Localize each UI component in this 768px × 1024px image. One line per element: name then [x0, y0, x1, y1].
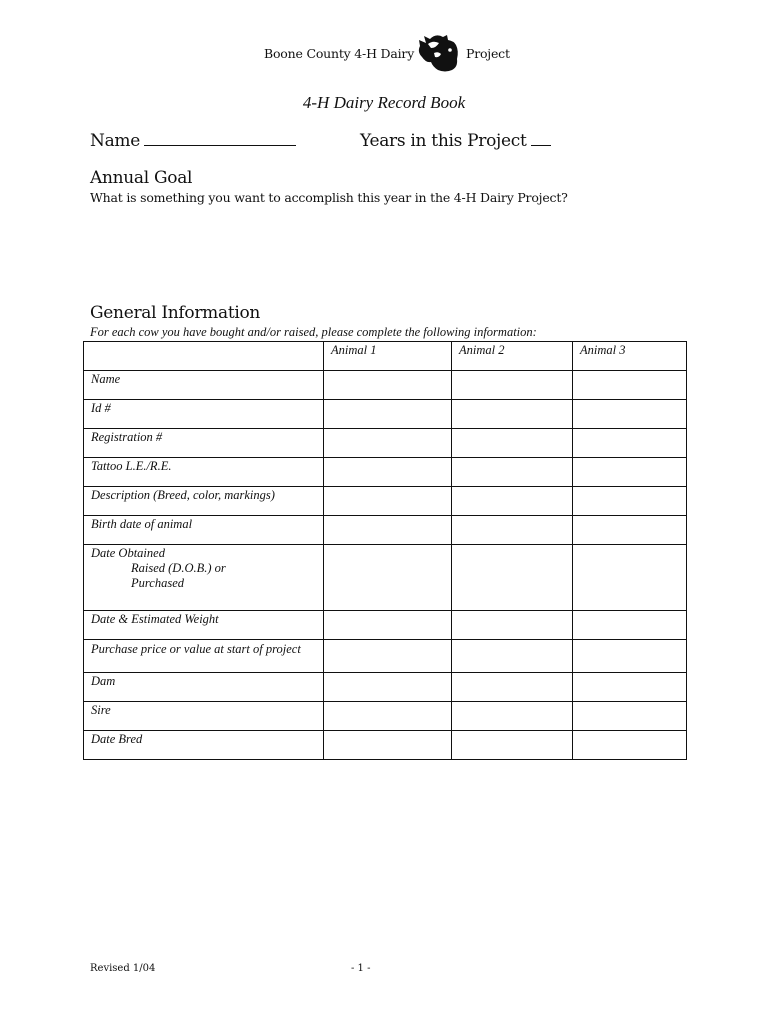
purchased-option-label: Purchased: [131, 576, 184, 590]
row-label-purchase-price: Purchase price or value at start of project: [84, 640, 324, 673]
cell-animal-3[interactable]: [573, 400, 687, 429]
cell-animal-2[interactable]: [452, 611, 573, 640]
row-label-sire: Sire: [84, 702, 324, 731]
cell-animal-3[interactable]: [573, 611, 687, 640]
row-label-weight: Date & Estimated Weight: [84, 611, 324, 640]
cell-animal-1[interactable]: [324, 487, 452, 516]
table-row: [84, 640, 687, 673]
cell-animal-3[interactable]: [573, 429, 687, 458]
row-label-name: Name: [84, 371, 324, 400]
table-row: [84, 673, 687, 702]
header-project: Project: [466, 46, 510, 61]
table-row: [84, 429, 687, 458]
row-label-dam: Dam: [84, 673, 324, 702]
cell-animal-3[interactable]: [573, 487, 687, 516]
cell-animal-1[interactable]: [324, 545, 452, 611]
cell-animal-3[interactable]: [573, 702, 687, 731]
cell-animal-3[interactable]: [573, 371, 687, 400]
row-label-registration: Registration #: [84, 429, 324, 458]
row-label-tattoo: Tattoo L.E./R.E.: [84, 458, 324, 487]
row-label-date-obtained: [84, 545, 324, 611]
table-header-row: [84, 342, 687, 371]
row-label-id: Id #: [84, 400, 324, 429]
cell-animal-2[interactable]: [452, 545, 573, 611]
cell-animal-2[interactable]: [452, 487, 573, 516]
cell-animal-2[interactable]: [452, 702, 573, 731]
cell-animal-1[interactable]: [324, 458, 452, 487]
name-label: Name: [90, 131, 140, 151]
cell-animal-1[interactable]: [324, 611, 452, 640]
header-animal-3: Animal 3: [573, 342, 687, 371]
table-row: [84, 371, 687, 400]
general-info-intro: For each cow you have bought and/or raised, please complete the following information:: [90, 325, 537, 339]
name-blank-line[interactable]: [144, 131, 296, 146]
years-field[interactable]: [360, 131, 551, 151]
cell-animal-3[interactable]: [573, 673, 687, 702]
cell-animal-2[interactable]: [452, 458, 573, 487]
row-label-date-bred: Date Bred: [84, 731, 324, 760]
cell-animal-2[interactable]: [452, 516, 573, 545]
annual-goal-answer-area[interactable]: [90, 210, 690, 300]
years-label: Years in this Project: [360, 131, 527, 151]
name-field[interactable]: [90, 131, 296, 151]
table-row: [84, 516, 687, 545]
cell-animal-2[interactable]: [452, 371, 573, 400]
table-row: [84, 487, 687, 516]
cell-animal-2[interactable]: [452, 640, 573, 673]
animal-info-table: [83, 341, 687, 760]
years-blank-line[interactable]: [531, 131, 551, 146]
cell-animal-1[interactable]: [324, 673, 452, 702]
cell-animal-3[interactable]: [573, 545, 687, 611]
cell-animal-3[interactable]: [573, 731, 687, 760]
cell-animal-2[interactable]: [452, 400, 573, 429]
cell-animal-1[interactable]: [324, 429, 452, 458]
table-row: [84, 400, 687, 429]
header-animal-2: Animal 2: [452, 342, 573, 371]
table-row: [84, 731, 687, 760]
date-obtained-label: Date Obtained: [91, 546, 165, 560]
header-org: Boone County 4-H Dairy: [264, 46, 415, 61]
cell-animal-3[interactable]: [573, 516, 687, 545]
page-title: 4-H Dairy Record Book: [302, 93, 466, 112]
row-label-birth-date: Birth date of animal: [84, 516, 324, 545]
cell-animal-1[interactable]: [324, 731, 452, 760]
table-row: [84, 458, 687, 487]
raised-option-label: Raised (D.O.B.) or: [131, 561, 226, 575]
cell-animal-1[interactable]: [324, 400, 452, 429]
table-row: [84, 702, 687, 731]
cow-head-icon: [414, 30, 460, 74]
cell-animal-3[interactable]: [573, 640, 687, 673]
row-label-description: Description (Breed, color, markings): [84, 487, 324, 516]
header-animal-1: Animal 1: [324, 342, 452, 371]
cell-animal-1[interactable]: [324, 516, 452, 545]
footer-revised: Revised 1/04: [90, 963, 156, 974]
annual-goal-question: What is something you want to accomplish this year in the 4-H Dairy Project?: [90, 190, 568, 205]
cell-animal-3[interactable]: [573, 458, 687, 487]
cell-animal-1[interactable]: [324, 371, 452, 400]
cell-animal-1[interactable]: [324, 640, 452, 673]
table-row: [84, 545, 687, 611]
cell-animal-2[interactable]: [452, 429, 573, 458]
annual-goal-heading: Annual Goal: [90, 168, 193, 188]
header-cell-empty: [84, 342, 324, 371]
table-row: [84, 611, 687, 640]
general-info-heading: General Information: [90, 303, 261, 323]
cell-animal-2[interactable]: [452, 731, 573, 760]
cell-animal-1[interactable]: [324, 702, 452, 731]
page-number: - 1 -: [351, 963, 371, 974]
cell-animal-2[interactable]: [452, 673, 573, 702]
